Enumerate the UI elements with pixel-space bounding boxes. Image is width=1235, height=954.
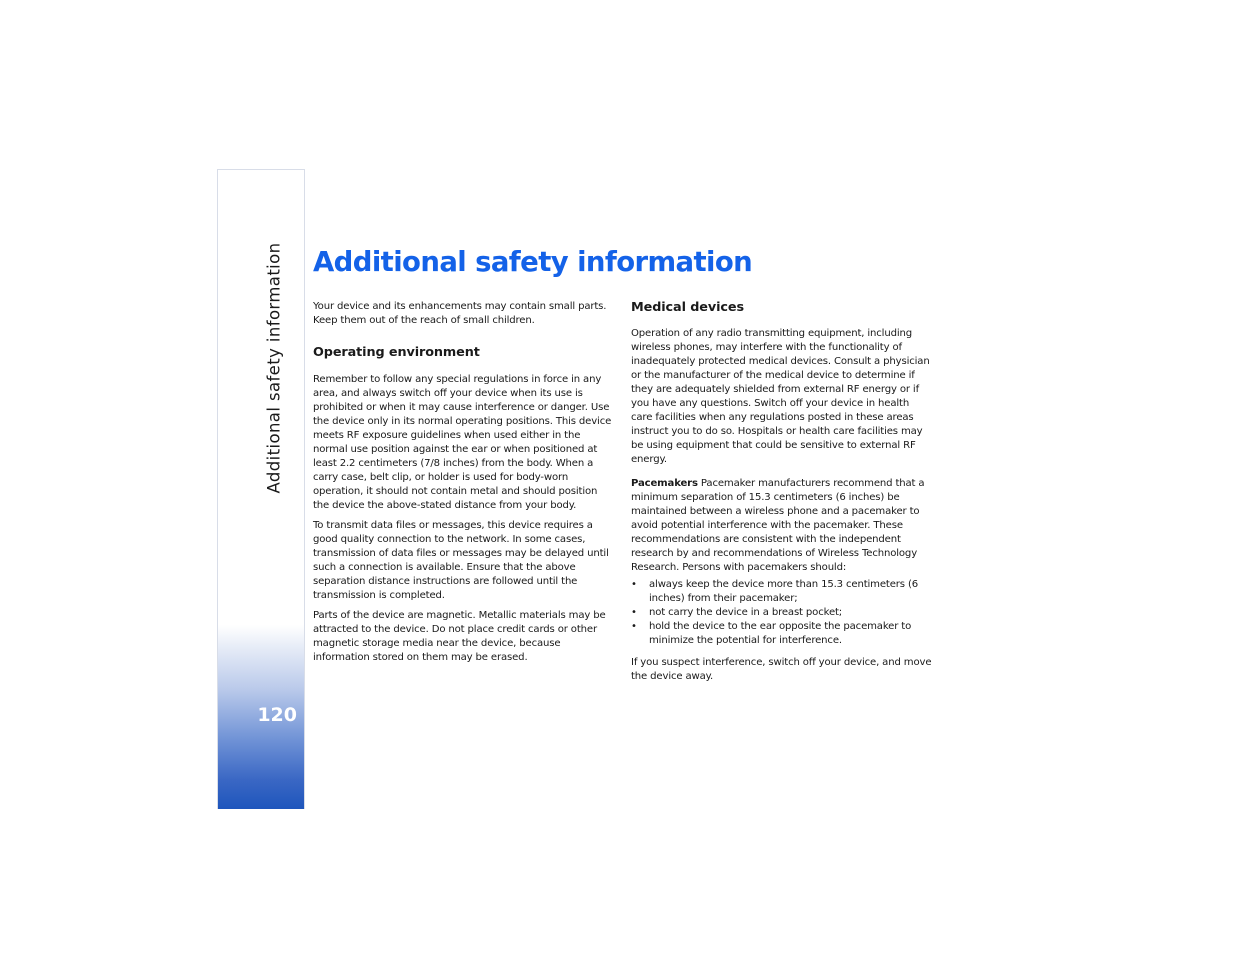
left-column	[313, 300, 615, 671]
medical-paragraph: Operation of any radio transmitting equipment, including wireless phones, may interfere with the functionality of inadequately protected medical devices. Consult a physician or the manufacturer of the medical device to determine if they are adequately shielded from external RF energy or if you have any questions. Switch off your device in health care facilities when any regulations posted in these areas instruct you to do so. Hospitals or health care facilities may be using equipment that could be sensitive to external RF energy.	[631, 328, 930, 465]
page-number: 120	[257, 704, 297, 726]
operating-paragraph-3: Parts of the device are magnetic. Metallic materials may be attracted to the device. Do not place credit cards or other magnetic storage media near the device, because information stored on them may be erased.	[313, 610, 606, 663]
medical-devices-heading: Medical devices	[631, 300, 744, 315]
pacemaker-bullet-list	[631, 578, 933, 648]
list-item-text: hold the device to the ear opposite the pacemaker to minimize the potential for interference.	[649, 621, 912, 646]
operating-paragraph-2: To transmit data files or messages, this device requires a good quality connection to the network. In some cases, transmission of data files or messages may be delayed until such a connection is available. Ensure that the above separation distance instructions are followed until the transmission is completed.	[313, 520, 609, 601]
operating-environment-heading: Operating environment	[313, 345, 480, 360]
page-title: Additional safety information	[313, 246, 753, 278]
intro-paragraph: Your device and its enhancements may contain small parts. Keep them out of the reach of small children.	[313, 301, 607, 326]
closing-paragraph: If you suspect interference, switch off your device, and move the device away.	[631, 657, 932, 682]
pacemakers-paragraph	[631, 477, 933, 575]
right-column	[631, 300, 933, 690]
list-item	[631, 620, 933, 648]
list-item	[631, 578, 933, 606]
list-item-text: always keep the device more than 15.3 centimeters (6 inches) from their pacemaker;	[649, 579, 919, 604]
list-item-text: not carry the device in a breast pocket;	[649, 607, 843, 618]
bullet-icon: •	[631, 579, 637, 590]
pacemakers-lead: Pacemakers	[631, 478, 698, 489]
bullet-icon: •	[631, 621, 637, 632]
pacemakers-text: Pacemaker manufacturers recommend that a minimum separation of 15.3 centimeters (6 inches) be maintained between a wireless phone and a pacemaker to avoid potential interference with the pacemaker. These recommendations are consistent with the independent research by and recommendations of Wireless Technology Research. Persons with pacemakers should:	[631, 478, 925, 573]
sidebar-section-title-text: Additional safety information	[264, 242, 284, 494]
list-item	[631, 606, 933, 620]
operating-paragraph-1: Remember to follow any special regulations in force in any area, and always switch off your device when its use is prohibited or when it may cause interference or danger. Use the device only in its normal operating positions. This device meets RF exposure guidelines when used either in the normal use position against the ear or when positioned at least 2.2 centimeters (7/8 inches) from the body. When a carry case, belt clip, or holder is used for body-worn operation, it should not contain metal and should position the device the above-stated distance from your body.	[313, 374, 612, 511]
bullet-icon: •	[631, 607, 637, 618]
